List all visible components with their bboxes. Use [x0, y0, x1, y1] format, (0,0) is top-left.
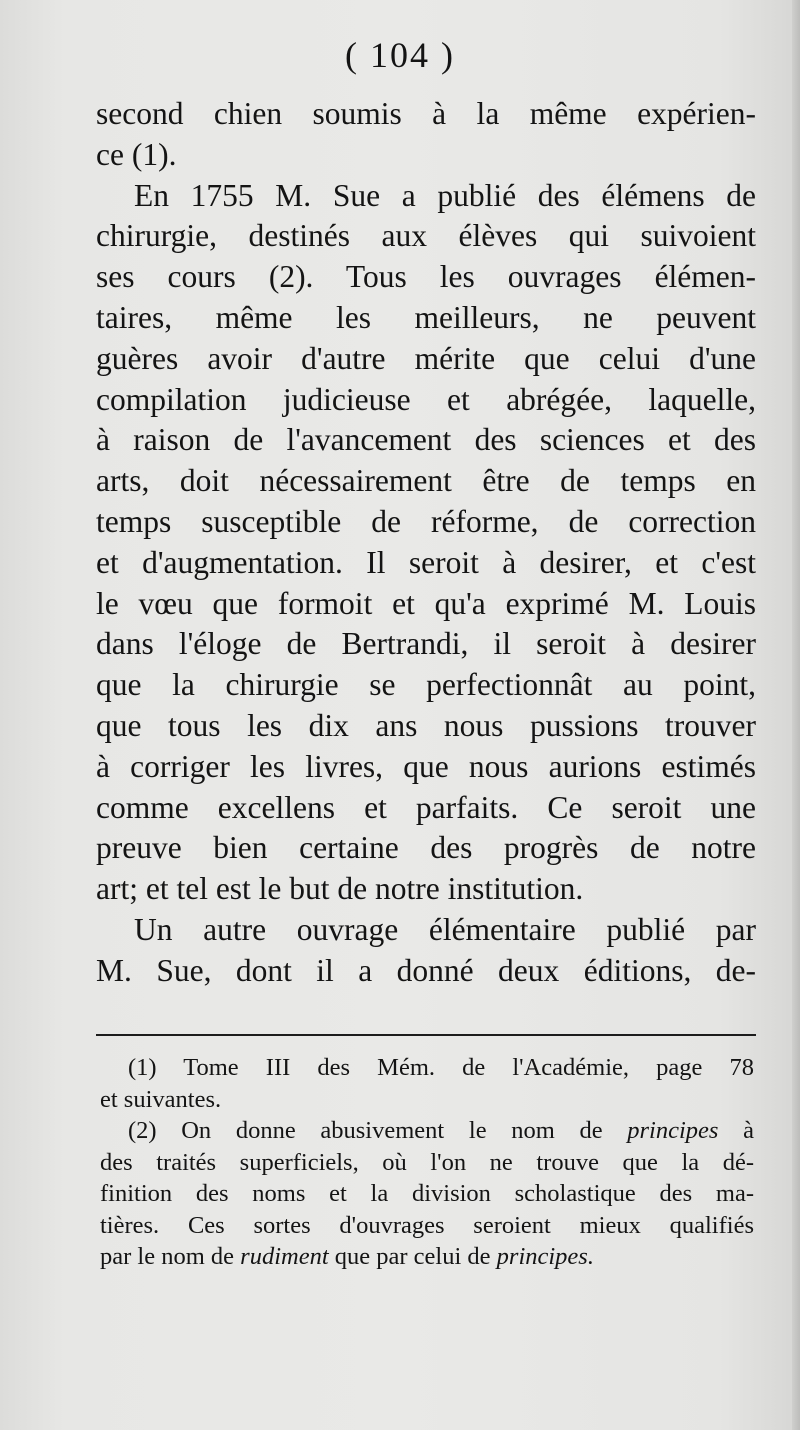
- text-line: que tous les dix ans nous pussions trouver: [96, 707, 756, 743]
- footnote-2-line: [100, 1241, 754, 1273]
- text-line: à corriger les livres, que nous aurions estimés: [96, 748, 756, 784]
- footnote-italic-text: principes.: [496, 1243, 594, 1270]
- text-line: et d'augmentation. Il seroit à desirer, et c'est: [96, 544, 756, 580]
- footnote-italic-text: rudiment: [240, 1243, 329, 1270]
- footnote-1-line: (1) Tome III des Mém. de l'Académie, page 78: [128, 1054, 754, 1081]
- footnote-2-line: des traités superficiels, où l'on ne trouve que la dé-: [100, 1148, 754, 1176]
- footnote-1-line: et suivantes.: [100, 1085, 222, 1113]
- footnote-text: par le nom de: [100, 1243, 241, 1270]
- text-line: arts, doit nécessairement être de temps en: [96, 463, 756, 499]
- text-line: que la chirurgie se perfectionnât au point,: [96, 667, 756, 703]
- text-line: M. Sue, dont il a donné deux éditions, de-: [96, 952, 756, 988]
- text-line: ce (1).: [96, 136, 177, 172]
- page-edge-shadow: [792, 0, 800, 1430]
- text-line: second chien soumis à la même expérien-: [96, 96, 756, 131]
- text-line: dans l'éloge de Bertrandi, il seroit à desirer: [96, 626, 756, 662]
- footnote-2-line: tières. Ces sortes d'ouvrages seroient mieux qualifiés: [100, 1211, 754, 1239]
- text-line: compilation judicieuse et abrégée, laquelle,: [96, 381, 756, 417]
- footnote-italic-text: principes: [627, 1117, 719, 1144]
- footnotes: [100, 1052, 754, 1273]
- text-line: En 1755 M. Sue a publié des élémens de: [134, 177, 756, 213]
- text-line: preuve bien certaine des progrès de notre: [96, 830, 756, 866]
- text-line: ses cours (2). Tous les ouvrages élémen-: [96, 259, 756, 295]
- footnote-2-line: finition des noms et la division scholastique des ma-: [100, 1180, 754, 1207]
- text-line: guères avoir d'autre mérite que celui d'une: [96, 340, 756, 376]
- text-line: le vœu que formoit et qu'a exprimé M. Louis: [96, 585, 756, 621]
- text-line: chirurgie, destinés aux élèves qui suivoient: [96, 218, 756, 254]
- footnote-2-line: [100, 1115, 754, 1147]
- footnote-text: à: [718, 1117, 754, 1144]
- footnote-divider: [96, 1034, 756, 1036]
- footnote-text: que par celui de: [328, 1243, 497, 1270]
- text-line: taires, même les meilleurs, ne peuvent: [96, 299, 756, 335]
- text-line: comme excellens et parfaits. Ce seroit une: [96, 789, 756, 825]
- text-line: temps susceptible de réforme, de correction: [96, 503, 756, 539]
- text-line: art; et tel est le but de notre institution.: [96, 871, 584, 907]
- page-number: ( 104 ): [345, 35, 455, 75]
- main-text: [96, 94, 756, 992]
- text-line: à raison de l'avancement des sciences et des: [96, 422, 756, 458]
- footnote-text: (2) On donne abusivement le nom de: [128, 1117, 628, 1144]
- text-line: Un autre ouvrage élémentaire publié par: [134, 911, 756, 947]
